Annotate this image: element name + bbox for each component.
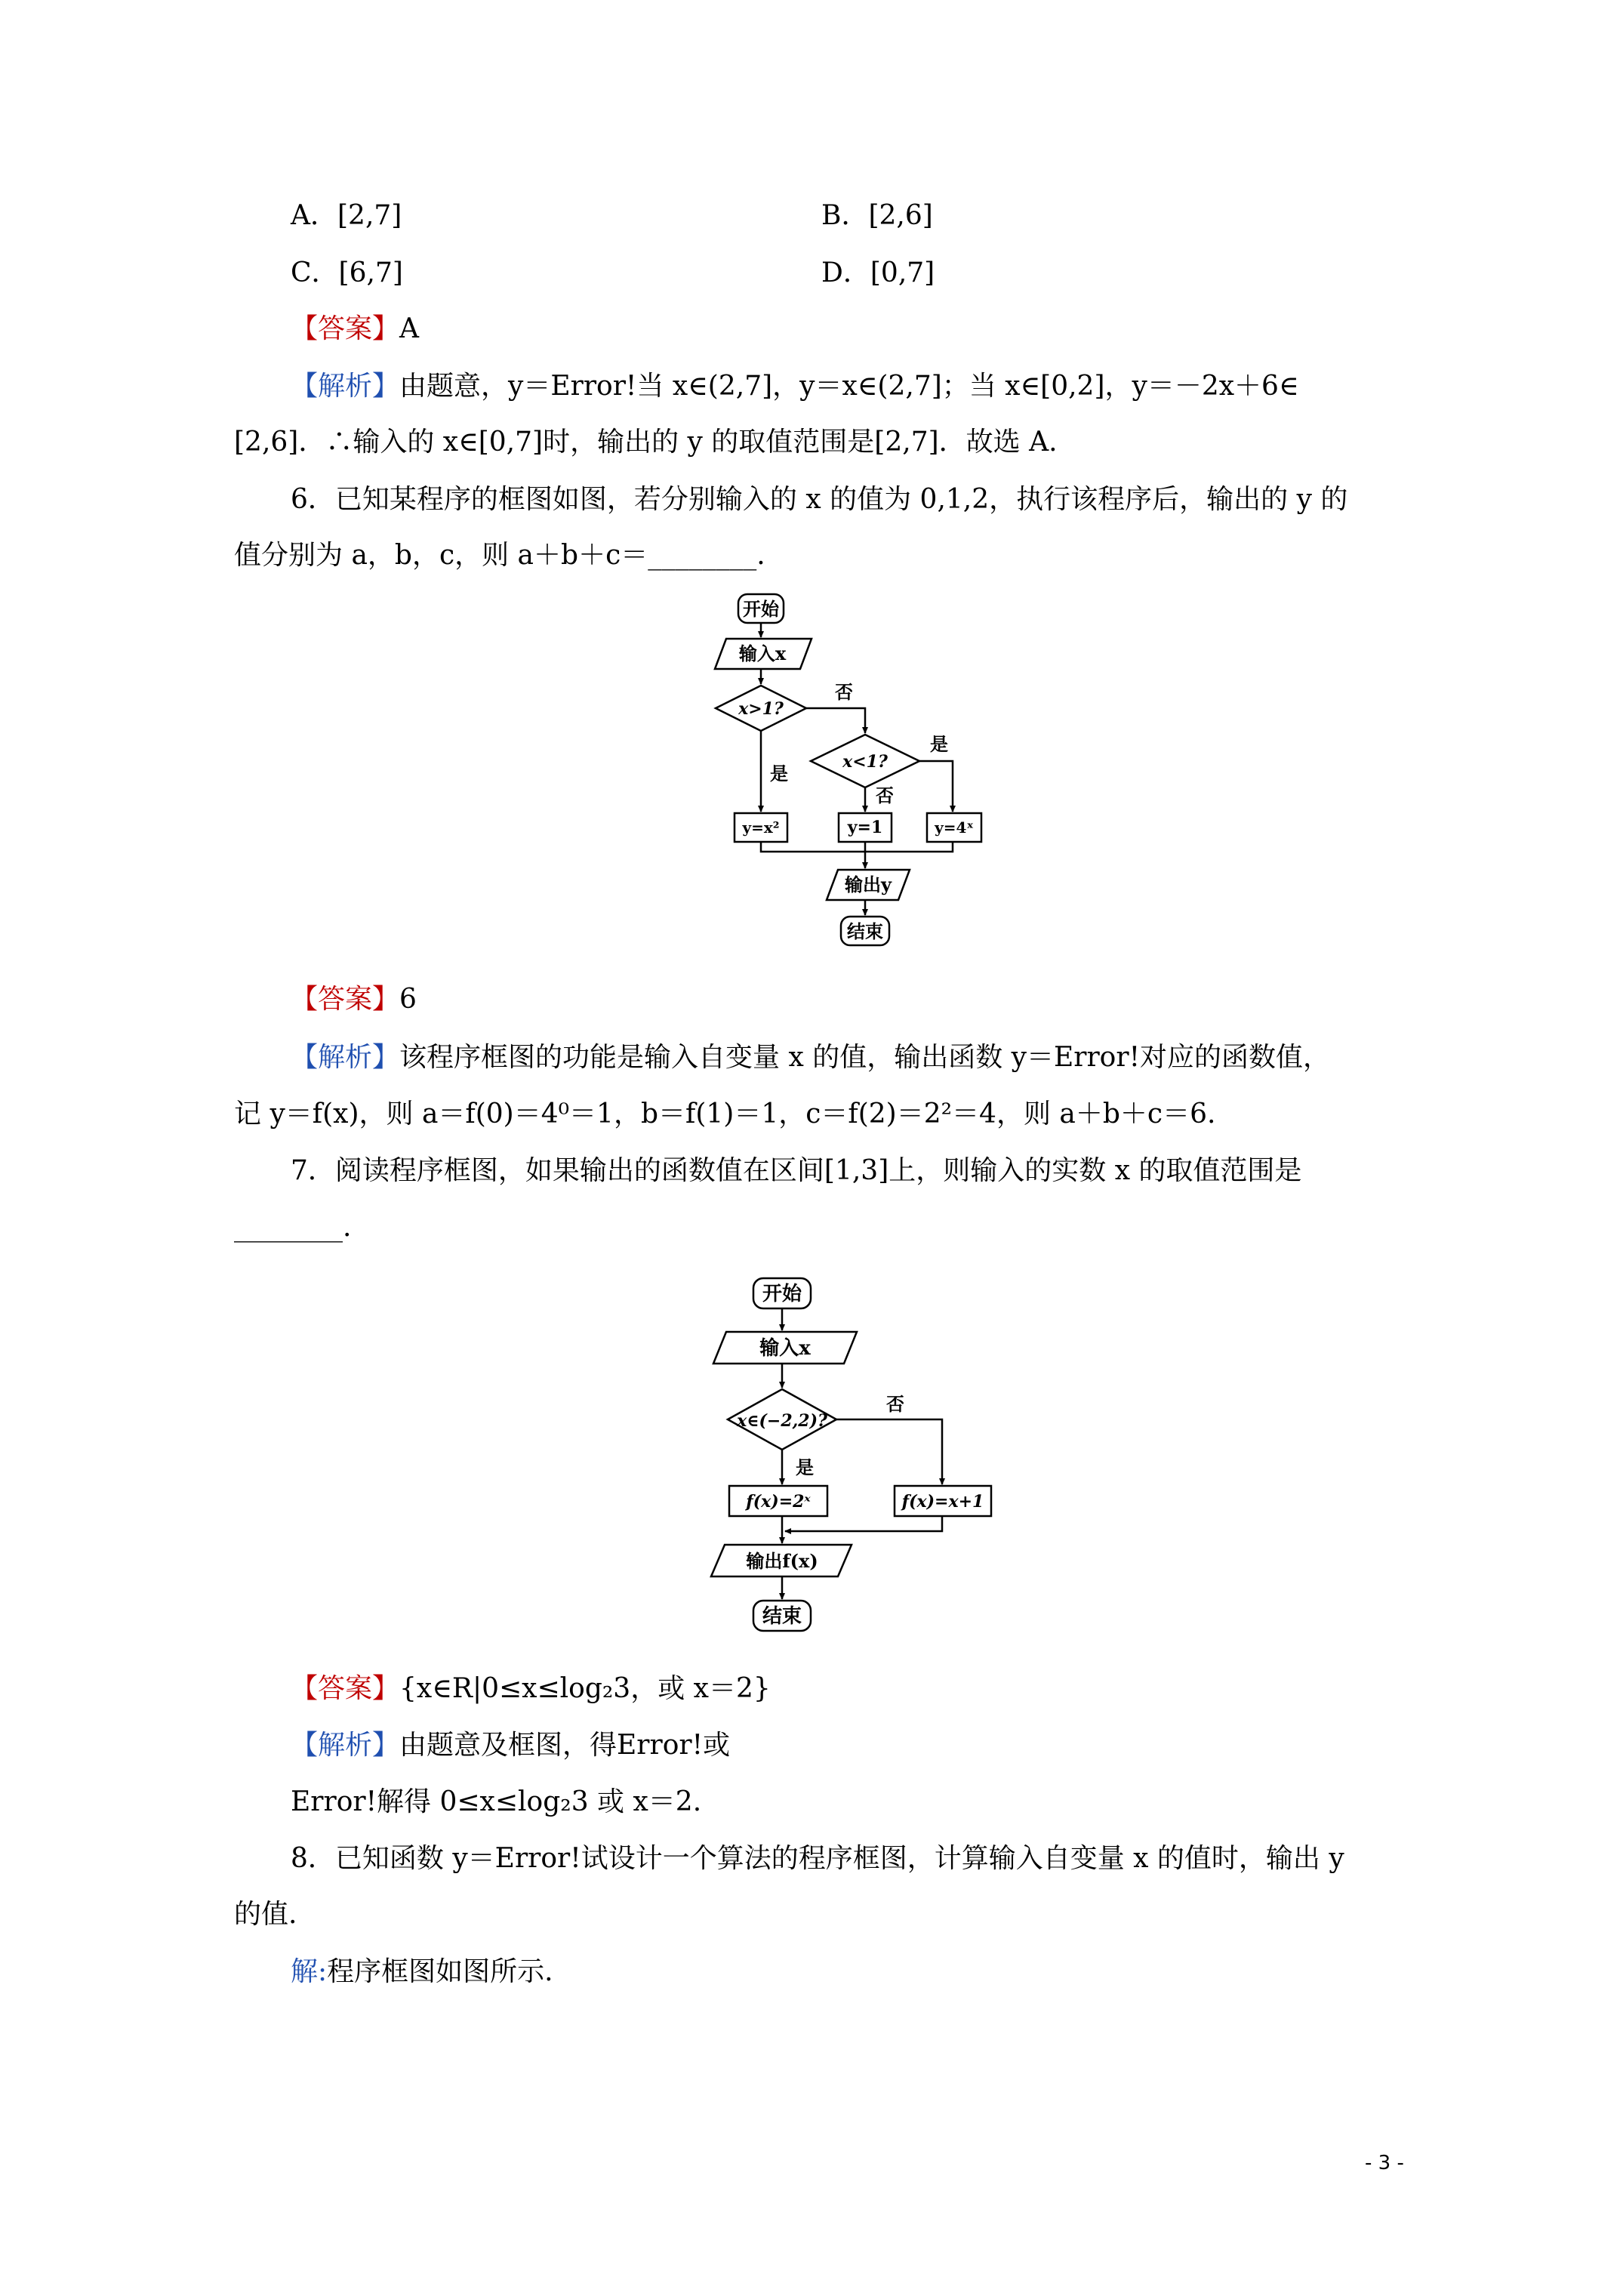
option-a: A．[2,7]	[291, 200, 402, 231]
q5-answer-value: A	[399, 313, 420, 344]
fc1-yes2-label: 是	[930, 733, 948, 755]
fc1-input-label: 输入x	[738, 643, 787, 664]
q6-analysis-text1: 该程序框图的功能是输入自变量 x 的值，输出函数 y＝Error!对应的函数值，	[399, 1042, 1331, 1073]
fc1-box1-label: y=x²	[742, 818, 780, 837]
answer-label: 【答案】	[291, 1673, 400, 1704]
q6-answer	[291, 982, 417, 1018]
fc2-start-label: 开始	[762, 1283, 802, 1305]
fc2-end-label: 结束	[762, 1605, 802, 1628]
fc2-output-label: 输出f(x)	[746, 1550, 818, 1572]
q7-text-line1: 7．阅读程序框图，如果输出的函数值在区间[1,3]上，则输入的实数 x 的取值范围是	[291, 1155, 1302, 1186]
q8-solution	[291, 1954, 553, 1990]
analysis-label: 【解析】	[291, 1042, 400, 1073]
q7-analysis-text1: 由题意及框图，得Error!或	[399, 1730, 731, 1761]
fc1-output-label: 输出y	[845, 874, 892, 895]
fc2-no-label: 否	[886, 1393, 904, 1415]
fc2-yes-label: 是	[796, 1456, 814, 1478]
q8-text-line2: 的值.	[234, 1899, 297, 1930]
analysis-label: 【解析】	[291, 1730, 400, 1761]
q5-analysis-line2: [2,6]．∴输入的 x∈[0,7]时，输出的 y 的取值范围是[2,7]．故选 A.	[234, 427, 1058, 458]
answer-label: 【答案】	[291, 984, 400, 1015]
fc1-box3-label: y=4ˣ	[935, 818, 974, 837]
q7-text-line2: ________.	[234, 1212, 352, 1243]
q8-text-line1: 8．已知函数 y＝Error!试设计一个算法的程序框图，计算输入自变量 x 的值时，输出 y	[291, 1843, 1344, 1874]
fc1-no1-label: 否	[835, 681, 853, 703]
fc1-box2-label: y=1	[847, 818, 883, 837]
q5-analysis-text1: 由题意，y＝Error!当 x∈(2,7]，y＝x∈(2,7]；当 x∈[0,2]，y＝－2x＋6∈	[399, 371, 1299, 402]
fc1-start-label: 开始	[743, 598, 779, 620]
fc1-cond1-label: x>1?	[738, 699, 784, 719]
analysis-label: 【解析】	[291, 371, 400, 402]
q7-analysis-line1	[291, 1727, 730, 1764]
q7-answer-value: {x∈R|0≤x≤log₂3，或 x＝2}	[399, 1673, 771, 1704]
q7-answer	[291, 1671, 771, 1707]
fc2-box2-label: f(x)=x+1	[901, 1492, 984, 1512]
q5-analysis-line1	[291, 368, 1299, 405]
q6-text-line2: 值分别为 a，b，c，则 a＋b＋c＝________.	[234, 540, 765, 571]
q6-analysis-line2: 记 y＝f(x)，则 a＝f(0)＝4⁰＝1，b＝f(1)＝1，c＝f(2)＝2²＝4，则 a＋b＋c＝6.	[234, 1099, 1216, 1130]
fc2-box1-label: f(x)=2ˣ	[746, 1492, 811, 1512]
fc2-cond-label: x∈(−2,2)?	[737, 1411, 827, 1431]
answer-label: 【答案】	[291, 313, 400, 344]
q5-answer	[291, 311, 419, 347]
fc1-cond2-label: x<1?	[842, 752, 888, 772]
fc1-yes1-label: 是	[770, 763, 788, 784]
q6-text-line1: 6．已知某程序的框图如图，若分别输入的 x 的值为 0,1,2，执行该程序后，输出的 y 的	[291, 484, 1348, 515]
option-b: B．[2,6]	[821, 200, 933, 231]
q7-analysis-line2: Error!解得 0≤x≤log₂3 或 x＝2.	[291, 1786, 702, 1817]
solution-label: 解:	[291, 1956, 328, 1987]
flowchart-q7	[694, 1261, 1012, 1653]
option-c: C．[6,7]	[291, 257, 403, 288]
page-number: - 3 -	[1365, 2152, 1404, 2174]
option-d: D．[0,7]	[821, 257, 935, 288]
q8-solution-text: 程序框图如图所示.	[327, 1956, 553, 1987]
q6-analysis-line1	[291, 1040, 1330, 1076]
fc1-no2-label: 否	[876, 784, 894, 806]
fc2-input-label: 输入x	[759, 1337, 811, 1360]
q6-answer-value: 6	[399, 984, 417, 1015]
flowchart-q6	[694, 589, 1027, 959]
fc1-end-label: 结束	[847, 920, 883, 942]
